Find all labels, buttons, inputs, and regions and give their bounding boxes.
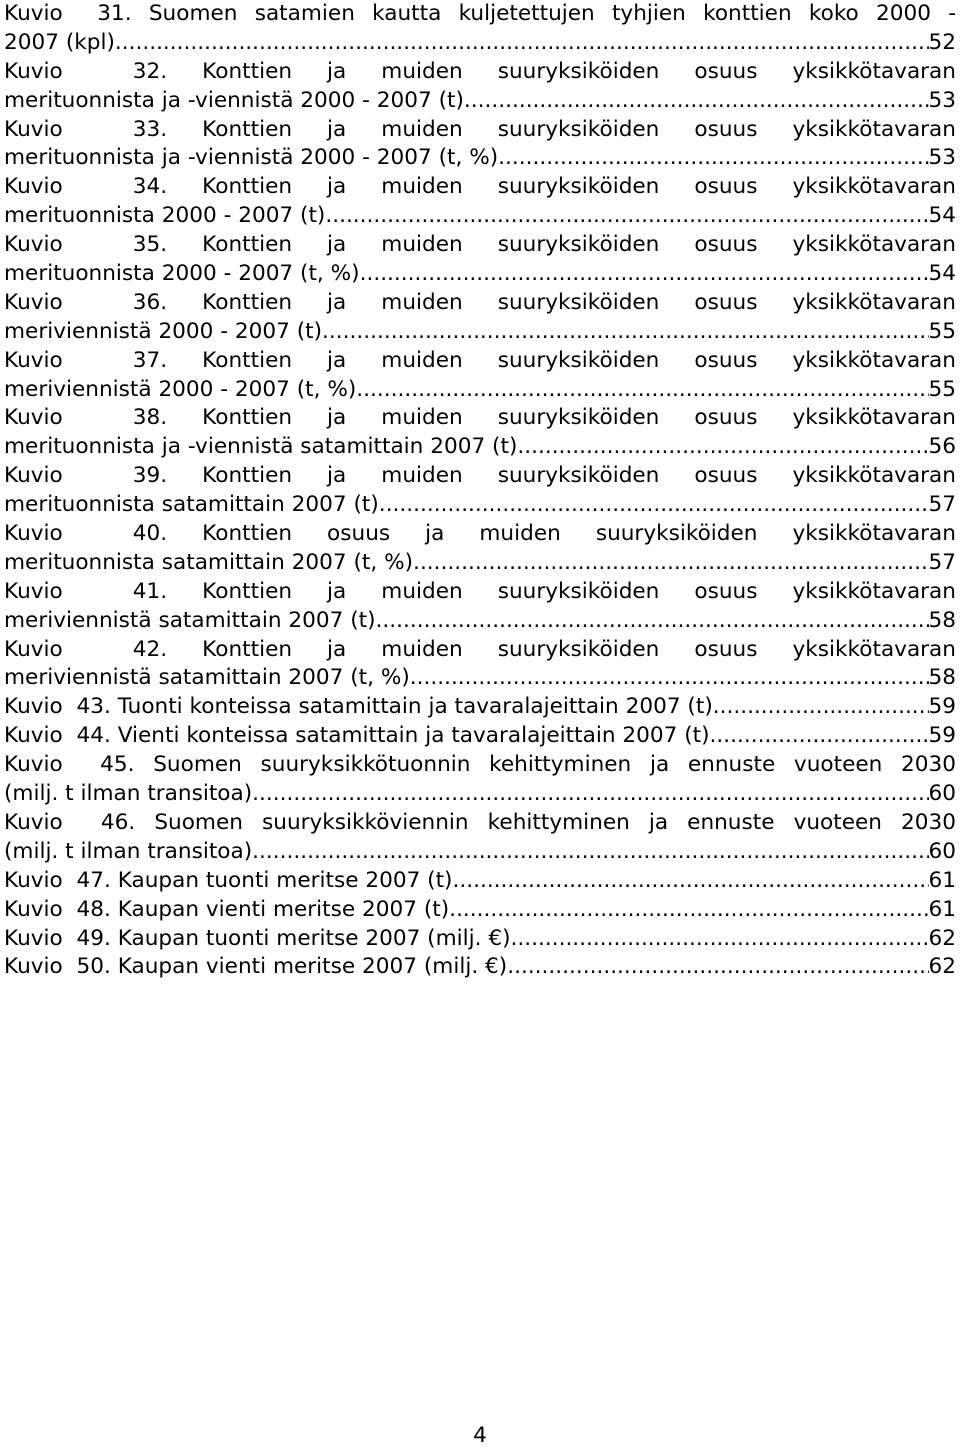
entry-title: Vienti konteissa satamittain ja tavaralajeittain 2007 (t).	[117, 723, 717, 749]
entry-page-number: 53	[928, 145, 956, 171]
entry-page-number: 60	[928, 781, 956, 807]
entry-label: Kuvio	[4, 578, 63, 604]
entry-title: Konttien ja muiden suuryksiköiden osuus yksikkötavaran	[202, 347, 956, 373]
toc-entry[interactable]	[4, 925, 956, 954]
entry-title: Tuonti konteissa satamittain ja tavaralajeittain 2007 (t).	[117, 694, 720, 720]
dot-leader	[420, 549, 929, 578]
entry-title-continued: meriviennistä satamittain 2007 (t, %).	[4, 665, 417, 691]
entry-title: Konttien ja muiden suuryksiköiden osuus yksikkötavaran	[202, 463, 956, 489]
entry-page-number: 62	[928, 954, 956, 980]
dot-leader	[716, 722, 928, 751]
entry-number: 50.	[76, 954, 111, 980]
entry-title-continued: meriviennistä 2000 - 2007 (t, %).	[4, 376, 364, 402]
dot-leader	[471, 87, 929, 116]
entry-number: 31.	[97, 1, 132, 26]
entry-number: 36.	[132, 289, 168, 315]
entry-page-number: 61	[928, 896, 956, 922]
entry-title: Konttien ja muiden suuryksiköiden osuus yksikkötavaran	[202, 636, 956, 662]
entry-number: 37.	[132, 347, 168, 373]
entry-title-continued: meriviennistä satamittain 2007 (t).	[4, 607, 383, 633]
entry-label: Kuvio	[4, 809, 63, 835]
entry-title-continued: 2007 (kpl).	[4, 29, 122, 55]
entry-title: Konttien ja muiden suuryksiköiden osuus yksikkötavaran	[202, 578, 956, 604]
entry-label: Kuvio	[4, 521, 63, 547]
entry-title-continued: merituonnista ja -viennistä 2000 - 2007 (t, %).	[4, 145, 506, 171]
entry-number: 35.	[132, 232, 168, 258]
toc-entry[interactable]	[4, 404, 956, 462]
entry-title-continued: merituonnista satamittain 2007 (t, %).	[4, 549, 420, 575]
page-footer-number: 4	[473, 1423, 487, 1448]
entry-page-number: 61	[928, 867, 956, 893]
toc-entry[interactable]	[4, 578, 956, 636]
entry-label: Kuvio	[4, 405, 63, 431]
toc-entry[interactable]	[4, 347, 956, 405]
dot-leader	[417, 664, 929, 693]
dot-leader	[366, 260, 928, 289]
entry-label: Kuvio	[4, 925, 63, 951]
entry-title: Konttien ja muiden suuryksiköiden osuus yksikkötavaran	[202, 58, 956, 84]
entry-page-number: 54	[928, 261, 956, 287]
entry-number: 47.	[76, 867, 111, 893]
toc-entry[interactable]	[4, 722, 956, 751]
entry-label: Kuvio	[4, 174, 63, 200]
toc-entry[interactable]	[4, 173, 956, 231]
entry-number: 44.	[76, 723, 111, 749]
dot-leader	[382, 607, 928, 636]
entry-label: Kuvio	[4, 58, 63, 84]
entry-label: Kuvio	[4, 347, 63, 373]
entry-label: Kuvio	[4, 954, 63, 980]
entry-number: 42.	[132, 636, 168, 662]
entry-title-continued: meriviennistä 2000 - 2007 (t).	[4, 318, 329, 344]
toc-entry[interactable]	[4, 520, 956, 578]
entry-label: Kuvio	[4, 1, 63, 26]
toc-entry[interactable]	[4, 751, 956, 809]
toc-entry[interactable]	[4, 58, 956, 116]
entry-number: 39.	[132, 463, 168, 489]
entry-title: Konttien ja muiden suuryksiköiden osuus yksikkötavaran	[202, 174, 956, 200]
entry-label: Kuvio	[4, 694, 63, 720]
entry-number: 32.	[132, 58, 168, 84]
entry-number: 48.	[76, 896, 111, 922]
entry-number: 38.	[132, 405, 168, 431]
entry-page-number: 62	[928, 925, 956, 951]
toc-entry[interactable]	[4, 953, 956, 982]
entry-label: Kuvio	[4, 232, 63, 258]
entry-label: Kuvio	[4, 867, 63, 893]
entry-title: Kaupan tuonti meritse 2007 (milj. €).	[117, 925, 518, 951]
entry-title-continued: merituonnista ja -viennistä satamittain 2007 (t).	[4, 434, 525, 460]
entry-label: Kuvio	[4, 463, 63, 489]
entry-title-continued: merituonnista 2000 - 2007 (t, %).	[4, 261, 367, 287]
dot-leader	[332, 202, 928, 231]
entry-title: Kaupan vienti meritse 2007 (t).	[117, 896, 457, 922]
dot-leader	[514, 953, 928, 982]
dot-leader	[386, 491, 929, 520]
entry-number: 34.	[132, 174, 168, 200]
toc-entry[interactable]	[4, 809, 956, 867]
entry-title: Suomen suuryksikkötuonnin kehittyminen ja ennuste vuoteen 2030	[153, 752, 956, 778]
toc-entry[interactable]	[4, 231, 956, 289]
dot-leader	[720, 693, 929, 722]
toc-entry[interactable]	[4, 693, 956, 722]
toc-entry[interactable]	[4, 0, 956, 58]
entry-number: 49.	[76, 925, 111, 951]
entry-page-number: 54	[928, 203, 956, 229]
entry-page-number: 55	[928, 318, 956, 344]
entry-page-number: 59	[928, 694, 956, 720]
entry-page-number: 59	[928, 723, 956, 749]
dot-leader	[363, 376, 928, 405]
dot-leader	[524, 433, 928, 462]
list-of-figures	[4, 0, 956, 982]
entry-title: Kaupan vienti meritse 2007 (milj. €).	[117, 954, 515, 980]
entry-title-continued: (milj. t ilman transitoa).	[4, 838, 260, 864]
entry-number: 45.	[100, 752, 135, 778]
toc-entry[interactable]	[4, 462, 956, 520]
entry-title-continued: merituonnista ja -viennistä 2000 - 2007 (t).	[4, 87, 471, 113]
entry-label: Kuvio	[4, 289, 63, 315]
entry-label: Kuvio	[4, 116, 63, 142]
entry-page-number: 58	[928, 665, 956, 691]
entry-title: Konttien ja muiden suuryksiköiden osuus yksikkötavaran	[202, 289, 956, 315]
entry-title: Suomen suuryksikköviennin kehittyminen ja ennuste vuoteen 2030	[154, 809, 956, 835]
entry-label: Kuvio	[4, 723, 63, 749]
entry-number: 46.	[100, 809, 136, 835]
entry-page-number: 52	[928, 29, 956, 55]
dot-leader	[329, 318, 929, 347]
toc-entry[interactable]	[4, 116, 956, 174]
entry-number: 43.	[76, 694, 111, 720]
entry-title: Konttien ja muiden suuryksiköiden osuus yksikkötavaran	[202, 116, 956, 142]
toc-entry[interactable]	[4, 289, 956, 347]
dot-leader	[259, 780, 928, 809]
toc-entry[interactable]	[4, 867, 956, 896]
dot-leader	[459, 867, 928, 896]
entry-title-continued: merituonnista 2000 - 2007 (t).	[4, 203, 333, 229]
entry-title: Suomen satamien kautta kuljetettujen tyhjien konttien koko 2000 -	[148, 1, 956, 26]
entry-label: Kuvio	[4, 896, 63, 922]
entry-number: 41.	[132, 578, 168, 604]
entry-title: Konttien ja muiden suuryksiköiden osuus yksikkötavaran	[202, 232, 956, 258]
toc-entry[interactable]	[4, 896, 956, 925]
dot-leader	[517, 925, 928, 954]
entry-page-number: 56	[928, 434, 956, 460]
entry-page-number: 58	[928, 607, 956, 633]
entry-number: 33.	[132, 116, 168, 142]
entry-page-number: 57	[928, 549, 956, 575]
dot-leader	[122, 29, 929, 58]
entry-page-number: 53	[928, 87, 956, 113]
dot-leader	[456, 896, 928, 925]
entry-number: 40.	[132, 521, 168, 547]
entry-label: Kuvio	[4, 636, 63, 662]
entry-label: Kuvio	[4, 752, 63, 778]
entry-title: Konttien osuus ja muiden suuryksiköiden yksikkötavaran	[202, 521, 956, 547]
entry-title: Kaupan tuonti meritse 2007 (t).	[117, 867, 460, 893]
dot-leader	[259, 838, 928, 867]
entry-page-number: 60	[928, 838, 956, 864]
entry-page-number: 57	[928, 492, 956, 518]
entry-title-continued: merituonnista satamittain 2007 (t).	[4, 492, 386, 518]
entry-title-continued: (milj. t ilman transitoa).	[4, 781, 260, 807]
entry-title: Konttien ja muiden suuryksiköiden osuus yksikkötavaran	[202, 405, 956, 431]
toc-entry[interactable]	[4, 636, 956, 694]
entry-page-number: 55	[928, 376, 956, 402]
dot-leader	[505, 144, 928, 173]
